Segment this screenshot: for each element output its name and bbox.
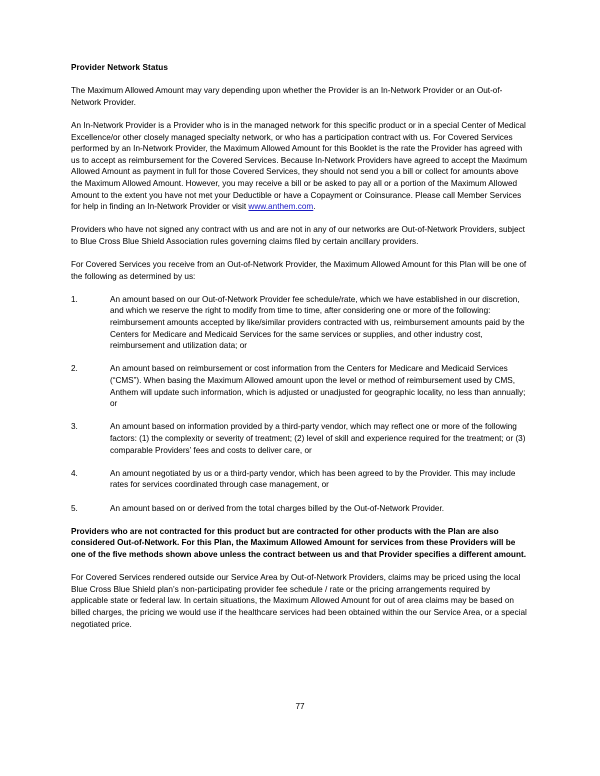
list-item <box>71 503 528 515</box>
allowed-amount-methods-list <box>71 294 528 514</box>
section-heading: Provider Network Status <box>71 63 168 72</box>
page-number: 77 <box>295 702 305 711</box>
paragraph-maximum-allowed-amount-varies: The Maximum Allowed Amount may vary depending upon whether the Provider is an In-Network Provider or an Out-of-Network Provider. <box>71 86 503 107</box>
list-item-text: An amount negotiated by us or a third-party vendor, which has been agreed to by the Provider. This may include rates for services coordinated through case management, or <box>110 468 516 490</box>
paragraph-in-network-provider-definition <box>71 120 528 213</box>
list-item-text: An amount based on or derived from the total charges billed by the Out-of-Network Provider. <box>110 503 445 513</box>
list-item <box>71 468 528 491</box>
page-content <box>71 62 528 630</box>
paragraph-out-of-area-claims-pricing: For Covered Services rendered outside our Service Area by Out-of-Network Providers, claims may be priced using the local Blue Cross Blue Shield plan’s non-participating provider fee schedule / rate or the pricing arrangements required by applicable state or federal law. In certain situations, the Maximum Allowed Amount for out of area claims may be based on billed charges, the pricing we would use if the healthcare services had been obtained within the our Service Area, or a special negotiated price. <box>71 573 527 629</box>
list-item-text: An amount based on reimbursement or cost information from the Centers for Medicare and Medicaid Services (“CMS”). When basing the Maximum Allowed amount upon the level or method of reimbursement used by CMS, Anthem will update such information, which is adjusted or unadjusted for geographic locality, no less than annually; or <box>110 364 526 409</box>
anthem-website-link[interactable]: www.anthem.com <box>248 202 314 212</box>
list-item <box>71 421 528 456</box>
list-item-text: An amount based on our Out-of-Network Provider fee schedule/rate, which we have established in our discretion, and which we reserve the right to modify from time to time, after considering one or more of the following: reimbursement amounts accepted by like/similar providers contracted with us, reimbursement amounts paid by the Centers for Medicare and Medicaid Services for the same services or supplies, and other industry cost, reimbursement and utilization data; or <box>110 294 525 351</box>
list-item <box>71 363 528 409</box>
list-item-number: 4. <box>71 468 78 478</box>
list-item-number: 3. <box>71 422 78 432</box>
list-item-text: An amount based on information provided by a third-party vendor, which may reflect one or more of the following factors: (1) the complexity or severity of treatment; (2) level of skill and experience required for the treatment; or (3) comparable Providers’ fees and costs to deliver care, or <box>110 422 526 455</box>
paragraph-out-of-network-provider-definition: Providers who have not signed any contract with us and are not in any of our networks are Out-of-Network Providers, subject to Blue Cross Blue Shield Association rules governing claims filed by certain ancillary providers. <box>71 225 525 246</box>
paragraph-in-network-text-before-link: An In-Network Provider is a Provider who is in the managed network for this specific product or in a special Center of Medical Excellence/or other closely managed specialty network, or who has a participation contract with us. For Covered Services performed by an In-Network Provider, the Maximum Allowed Amount for this Booklet is the rate the Provider has agreed with us to accept as reimbursement for the Covered Services. Because In-Network Providers have agreed to accept the Maximum Allowed Amount as payment in full for those Covered Services, they should not send you a bill or collect for amounts above the Maximum Allowed Amount. However, you may receive a bill or be asked to pay all or a portion of the Maximum Allowed Amount to the extent you have not met your Deductible or have a Copayment or Coinsurance. Please call Member Services for help in finding an In-Network Provider or visit <box>71 120 528 212</box>
list-item-number: 5. <box>71 503 78 513</box>
paragraph-in-network-text-after-link: . <box>313 202 316 212</box>
list-item-number: 2. <box>71 364 78 374</box>
paragraph-list-introduction: For Covered Services you receive from an Out-of-Network Provider, the Maximum Allowed Amount for this Plan will be one of the following as determined by us: <box>71 260 527 281</box>
allowed-amount-methods-block <box>71 294 528 514</box>
list-item <box>71 294 528 352</box>
paragraph-non-contracted-providers-emphasis: Providers who are not contracted for this product but are contracted for other products with the Plan are also considered Out-of-Network. For this Plan, the Maximum Allowed Amount for services from these Providers will be one of the five methods shown above unless the contract between us and that Provider specifies a different amount. <box>71 526 526 559</box>
list-item-number: 1. <box>71 294 78 304</box>
